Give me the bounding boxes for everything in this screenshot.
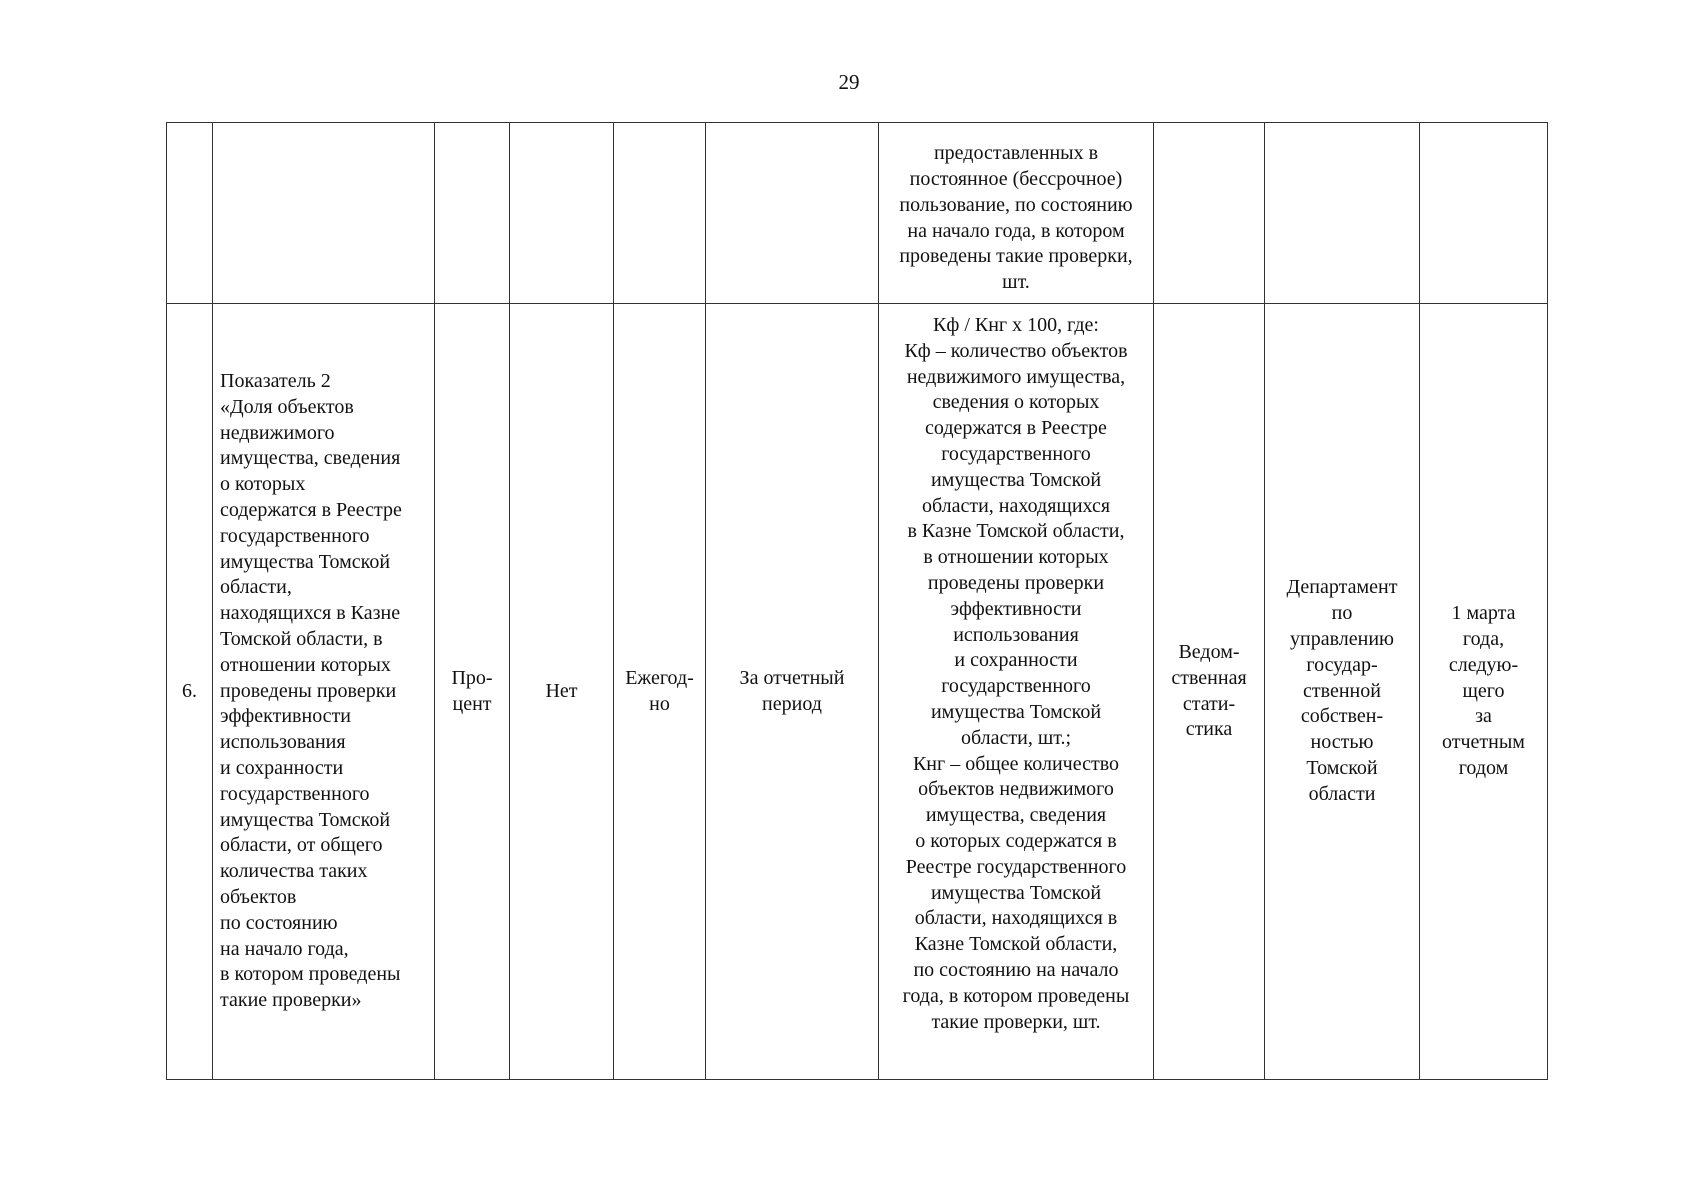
cell-indicator bbox=[213, 123, 435, 304]
cell-methodology: Кф / Кнг х 100, где: Кф – количество объектов недвижимого имущества, сведения о которых содержатся в Реестре государственного имущества Томской области, находящихся в Казне Томской области, в отношении которых проведены проверки эффективности использования и сохранности государственного имущества Томской области, шт.; Кнг – общее количество объектов недвижимого имущества, сведения о которых содержатся в Реестре государственного имущества Томской области, находящихся в Казне Томской области, по состоянию на начало года, в котором проведены такие проверки, шт. bbox=[879, 304, 1154, 1080]
cell-unit: Про- цент bbox=[435, 304, 510, 1080]
cell-methodology: предоставленных в постоянное (бессрочное) пользование, по состоянию на начало года, в котором проведены такие проверки, шт. bbox=[879, 123, 1154, 304]
cell-deadline bbox=[1420, 123, 1548, 304]
cell-flag: Нет bbox=[510, 304, 614, 1080]
cell-indicator: Показатель 2 «Доля объектов недвижимого имущества, сведения о которых содержатся в Реестре государственного имущества Томской области, находящихся в Казне Томской области, в отношении которых проведены проверки эффективности использования и сохранности государственного имущества Томской области, от общего количества таких объектов по состоянию на начало года, в котором проведены такие проверки» bbox=[213, 304, 435, 1080]
indicators-table bbox=[166, 122, 1548, 1080]
cell-number: 6. bbox=[167, 304, 213, 1080]
cell-period bbox=[706, 123, 879, 304]
table-row-continuation bbox=[167, 123, 1548, 304]
cell-period: За отчетный период bbox=[706, 304, 879, 1080]
table-row-6 bbox=[167, 304, 1548, 1080]
cell-periodicity: Ежегод- но bbox=[614, 304, 706, 1080]
cell-source bbox=[1154, 123, 1265, 304]
cell-number bbox=[167, 123, 213, 304]
cell-flag bbox=[510, 123, 614, 304]
page-number: 29 bbox=[838, 70, 860, 94]
cell-responsible bbox=[1265, 123, 1420, 304]
cell-deadline: 1 марта года, следую- щего за отчетным годом bbox=[1420, 304, 1548, 1080]
cell-unit bbox=[435, 123, 510, 304]
cell-periodicity bbox=[614, 123, 706, 304]
cell-responsible: Департамент по управлению государ- ственной собствен- ностью Томской области bbox=[1265, 304, 1420, 1080]
cell-source: Ведом- ственная стати- стика bbox=[1154, 304, 1265, 1080]
